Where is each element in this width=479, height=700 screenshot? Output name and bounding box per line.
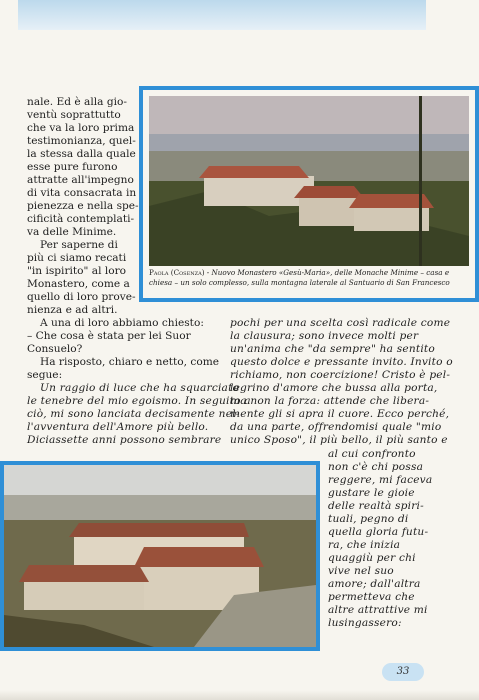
page-number: 33 bbox=[382, 663, 424, 681]
caption-text: - Nuovo Monastero «Gesù-Maria», delle Monache Minime – casa e chiesa – un solo complesso, sulla montagna laterale al Santuario di San Francesco bbox=[149, 268, 450, 287]
text-line: altre attrattive mi bbox=[328, 604, 428, 616]
text-line: permetteva che bbox=[328, 591, 415, 603]
photo-caption bbox=[149, 268, 471, 288]
text-line: che va la loro prima bbox=[27, 122, 135, 134]
text-line: attratte all'impegno bbox=[27, 174, 134, 186]
text-line: la stessa dalla quale bbox=[27, 148, 136, 160]
text-line: reggere, mi faceva bbox=[328, 474, 433, 486]
text-line: ciò, mi sono lanciata decisamente nel- bbox=[27, 408, 240, 420]
text-line: tuali, pegno di bbox=[328, 513, 409, 525]
text-line: gustare le gioie bbox=[328, 487, 415, 499]
text-line: non c'è chi possa bbox=[328, 461, 424, 473]
text-line: nienza e ad altri. bbox=[27, 304, 118, 316]
text-line: nale. Ed è alla gio- bbox=[27, 96, 127, 108]
text-line: richiamo, non coercizione! Cristo è pel- bbox=[230, 369, 451, 381]
text-line: testimonianza, quel- bbox=[27, 135, 136, 147]
text-line: legrino d'amore che bussa alla porta, bbox=[230, 382, 438, 394]
text-line: pienezza e nella spe- bbox=[27, 200, 139, 212]
text-line: – Che cosa è stata per lei Suor bbox=[27, 330, 191, 342]
text-line: Ha risposto, chiaro e netto, come bbox=[40, 356, 220, 368]
text-line: quello di loro prove- bbox=[27, 291, 136, 303]
text-line: unico Sposo", il più bello, il più santo e bbox=[230, 434, 448, 446]
text-line: segue: bbox=[27, 369, 63, 381]
text-line: cificità contemplati- bbox=[27, 213, 135, 225]
text-line: di vita consacrata in bbox=[27, 187, 137, 199]
text-line: A una di loro abbiamo chiesto: bbox=[40, 317, 204, 329]
text-line: un'anima che "da sempre" ha sentito bbox=[230, 343, 435, 355]
text-line: Monastero, come a bbox=[27, 278, 130, 290]
text-line: ma non la forza: attende che libera- bbox=[230, 395, 430, 407]
caption-place: Paola (Cosenza) bbox=[149, 268, 205, 277]
text-line: Per saperne di bbox=[40, 239, 118, 251]
monastery-photo-closeup bbox=[4, 465, 316, 647]
text-line: questo dolce e pressante invito. Invito o bbox=[230, 356, 453, 368]
text-line: lusingassero: bbox=[328, 617, 402, 629]
text-line: la clausura; sono invece molti per bbox=[230, 330, 419, 342]
text-line: Diciassette anni possono sembrare bbox=[27, 434, 222, 446]
text-line: quaggiù per chi bbox=[328, 552, 416, 564]
page-bottom-edge bbox=[0, 690, 479, 700]
text-line: Un raggio di luce che ha squarciato bbox=[40, 382, 240, 394]
text-line: pochi per una scelta così radicale come bbox=[230, 317, 451, 329]
text-line: quella gloria futu- bbox=[328, 526, 429, 538]
text-line: ventù soprattutto bbox=[27, 109, 121, 121]
text-line: esse pure furono bbox=[27, 161, 118, 173]
monastery-photo-aerial bbox=[149, 96, 469, 266]
text-line: va delle Minime. bbox=[27, 226, 117, 238]
text-line: ra, che inizia bbox=[328, 539, 401, 551]
text-line: da una parte, offrendomisi quale "mio bbox=[230, 421, 442, 433]
text-line: delle realtà spiri- bbox=[328, 500, 424, 512]
text-line: le tenebre del mio egoismo. In seguito a bbox=[27, 395, 251, 407]
text-line: più ci siamo recati bbox=[27, 252, 127, 264]
text-line: al cui confronto bbox=[328, 448, 416, 460]
text-line: mente gli si apra il cuore. Ecco perché, bbox=[230, 408, 450, 420]
text-line: "in ispirito" al loro bbox=[27, 265, 127, 277]
text-line: amore; dall'altra bbox=[328, 578, 421, 590]
top-color-band bbox=[18, 0, 426, 30]
text-line: l'avventura dell'Amore più bello. bbox=[27, 421, 209, 433]
text-line: Consuelo? bbox=[27, 343, 83, 355]
text-line: vive nel suo bbox=[328, 565, 394, 577]
